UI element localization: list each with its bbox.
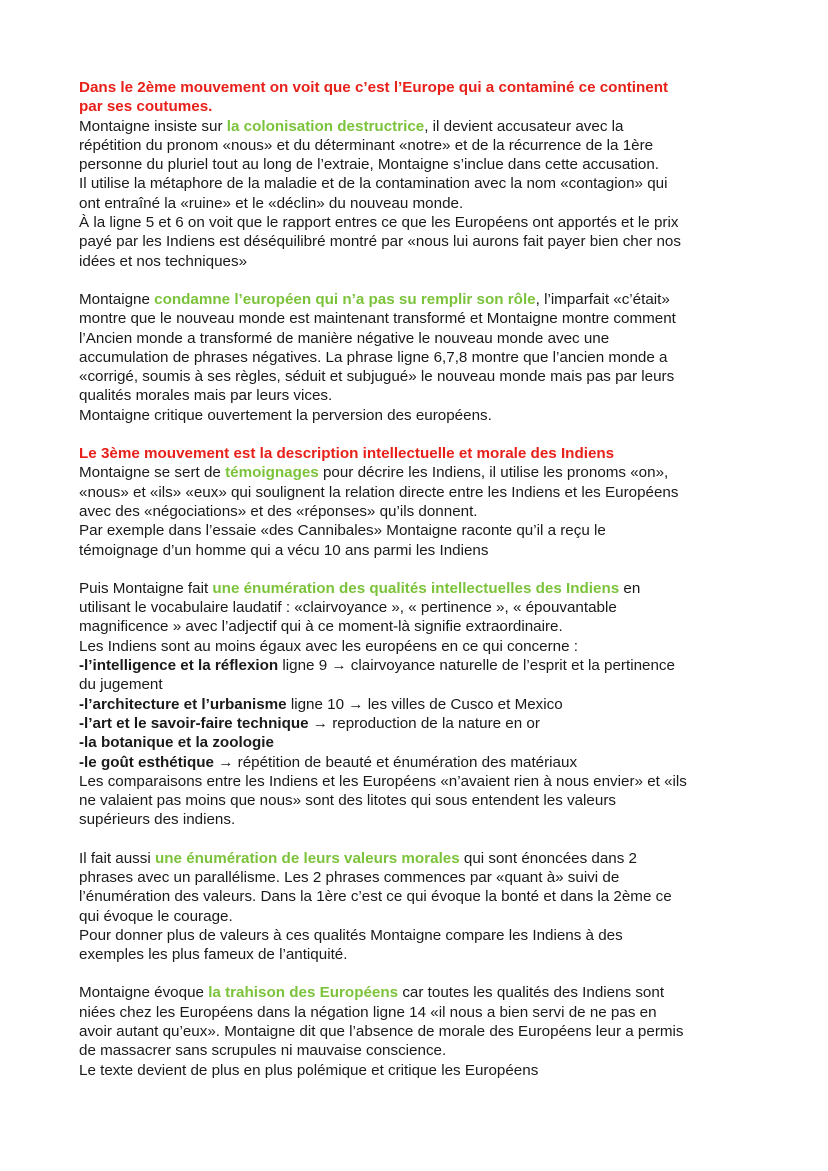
paragraph-line: avoir autant qu’eux». Montaigne dit que l’absence de morale des Européens leur a permis (79, 1023, 684, 1041)
paragraph-line: payé par les Indiens est déséquilibré montré par «nous lui aurons fait payer bien cher nos (79, 233, 681, 251)
highlight-phrase: une énumération de leurs valeurs morales (154, 849, 460, 867)
paragraph-line: l’énumération des valeurs. Dans la 1ère c’est ce qui évoque la bonté et dans la 2ème ce (79, 888, 672, 906)
paragraph-line: À la ligne 5 et 6 on voit que le rapport entres ce que les Européens ont apportés et le prix (79, 214, 679, 232)
paragraph-line: phrases avec un parallélisme. Les 2 phrases commences par «quant à» suivi de (79, 868, 620, 886)
paragraph-line: Montaigne condamne l’européen qui n’a pas su remplir son rôle, l’imparfait «c’était» (79, 290, 670, 308)
paragraph-moral-values (79, 849, 779, 965)
paragraph-line: personne du pluriel tout au long de l’extraie, Montaigne s’inclue dans cette accusation. (79, 156, 660, 174)
list-item: -la botanique et la zoologie (79, 734, 274, 752)
paragraph-line: Montaigne évoque la trahison des Européens car toutes les qualités des Indiens sont (79, 984, 665, 1002)
paragraph-line: l’Ancien monde a transformé de manière négative le nouveau monde avec une (79, 329, 610, 347)
highlight-phrase: la trahison des Européens (208, 984, 399, 1002)
paragraph-condemnation (79, 290, 779, 425)
paragraph-line: répétition du pronom «nous» et du déterminant «notre» et de la récurrence de la 1ère (79, 136, 654, 154)
paragraph-line: Montaigne se sert de témoignages pour décrire les Indiens, il utilise les pronoms «on», (79, 464, 669, 482)
highlight-phrase: la colonisation destructrice (226, 117, 425, 135)
paragraph-line: qualités morales mais par leurs vices. (79, 387, 333, 405)
paragraph-line: témoignage d’un homme qui a vécu 10 ans parmi les Indiens (79, 541, 489, 559)
highlight-phrase: une énumération des qualités intellectuelles des Indiens (212, 579, 620, 597)
paragraph-line: Les comparaisons entre les Indiens et les Européens «n’avaient rien à nous envier» et «ils (79, 772, 687, 790)
highlight-phrase: témoignages (225, 464, 319, 482)
paragraph-intellectual-qualities (79, 579, 779, 830)
paragraph-line: Il utilise la métaphore de la maladie et de la contamination avec la nom «contagion» qui (79, 175, 668, 193)
paragraph-line: supérieurs des indiens. (79, 811, 236, 829)
paragraph-line: Montaigne critique ouvertement la perversion des européens. (79, 406, 492, 424)
paragraph-line: avec des «négociations» et des «réponses» qu’ils donnent. (79, 502, 478, 520)
paragraph-line: montre que le nouveau monde est maintenant transformé et Montaigne montre comment (79, 310, 676, 328)
paragraph-line: Montaigne insiste sur la colonisation destructrice, il devient accusateur avec la (79, 117, 624, 135)
list-item: -l’intelligence et la réflexion ligne 9 → clairvoyance naturelle de l’esprit et la pertinence (79, 657, 675, 675)
paragraph-line: de massacrer sans scrupules ni mauvaise conscience. (79, 1042, 447, 1060)
paragraph-line: accumulation de phrases négatives. La phrase ligne 6,7,8 montre que l’ancien monde a (79, 348, 668, 366)
paragraph-line: Le texte devient de plus en plus polémique et critique les Européens (79, 1061, 539, 1079)
paragraph-line: «nous» et «ils» «eux» qui soulignent la relation directe entre les Indiens et les Européens (79, 483, 679, 501)
section-third-movement (79, 444, 779, 560)
paragraph-line: ont entraîné la «ruine» et le «déclin» du nouveau monde. (79, 194, 464, 212)
section-heading: Le 3ème mouvement est la description intellectuelle et morale des Indiens (79, 445, 615, 463)
paragraph-betrayal (79, 983, 779, 1079)
list-item-continuation: du jugement (79, 676, 163, 694)
paragraph-line: Par exemple dans l’essaie «des Cannibales» Montaigne raconte qu’il a reçu le (79, 522, 606, 540)
paragraph-line: Il fait aussi une énumération de leurs valeurs morales qui sont énoncées dans 2 (79, 849, 638, 867)
paragraph-line: utilisant le vocabulaire laudatif : «clairvoyance », « pertinence », « épouvantable (79, 599, 617, 617)
paragraph-line: «corrigé, soumis à ses règles, séduit et subjugué» le nouveau monde mais pas par leurs (79, 368, 675, 386)
paragraph-line: qui évoque le courage. (79, 907, 233, 925)
list-item: -l’architecture et l’urbanisme ligne 10 → les villes de Cusco et Mexico (79, 695, 563, 713)
document-page (79, 78, 779, 1099)
paragraph-line: exemples les plus fameux de l’antiquité. (79, 946, 348, 964)
highlight-phrase: condamne l’européen qui n’a pas su remplir son rôle (154, 290, 536, 308)
paragraph-line: magnificence » avec l’adjectif qui à ce moment-là signifie extraordinaire. (79, 618, 563, 636)
section-second-movement (79, 78, 779, 271)
paragraph-line: niées chez les Européens dans la négation ligne 14 «il nous a bien servi de ne pas en (79, 1003, 657, 1021)
section-heading: Dans le 2ème mouvement on voit que c’est l’Europe qui a contaminé ce continent (79, 79, 669, 96)
list-item: -l’art et le savoir-faire technique → reproduction de la nature en or (79, 714, 540, 732)
paragraph-line: idées et nos techniques» (79, 252, 248, 270)
paragraph-line: Puis Montaigne fait une énumération des qualités intellectuelles des Indiens en (79, 579, 641, 597)
section-heading: par ses coutumes. (79, 98, 213, 116)
paragraph-line: ne valaient pas moins que nous» sont des litotes qui sous entendent les valeurs (79, 792, 616, 810)
paragraph-line: Pour donner plus de valeurs à ces qualités Montaigne compare les Indiens à des (79, 926, 623, 944)
list-item: -le goût esthétique → répétition de beauté et énumération des matériaux (79, 753, 578, 771)
paragraph-line: Les Indiens sont au moins égaux avec les européens en ce qui concerne : (79, 637, 578, 655)
